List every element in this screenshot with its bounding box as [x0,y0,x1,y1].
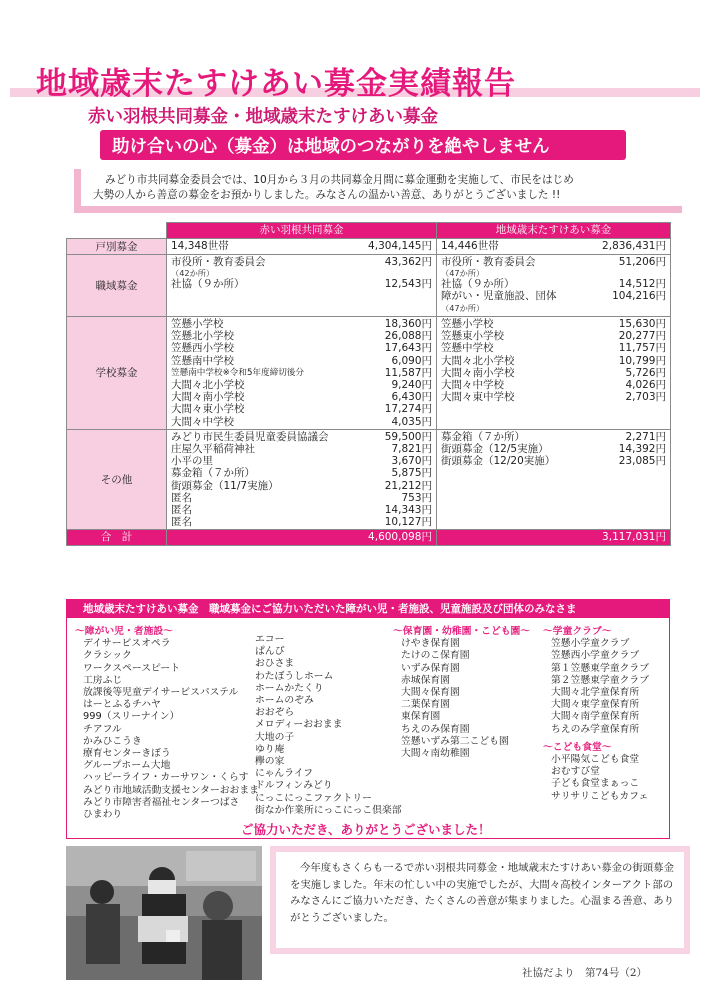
entry-row [441,379,666,391]
organization-name: 大間々南幼稚園 [401,748,470,760]
entry-name: 大間々北小学校 [441,354,515,367]
entry-row [441,278,666,290]
organization-name: デイサービスオペラ [83,638,171,650]
page-footer: 社協だより 第74号（2） [522,967,648,979]
entry-amount: 15,630円 [618,318,666,330]
entry-name: 大間々中学校 [441,379,504,392]
category-label: ～保育園・幼稚園・こども園～ [393,626,531,637]
entry-row [171,278,432,290]
column-nurseries [393,626,530,760]
organization-name: ホームかたくり [255,682,324,694]
total-chiiki: 3,117,031円 [437,530,671,546]
entry-name: 社協（９か所） [441,278,515,291]
row-label-kobetsu: 戸別募金 [67,239,167,255]
organization-name: 放課後等児童デイサービスパステル [83,687,239,699]
entry-row [441,391,666,403]
organization-name: ちえのみ保育園 [401,723,470,735]
organization-name: エコー [255,634,285,645]
entry-name: 大間々南小学校 [441,366,515,379]
entry-amount: 59,500円 [384,430,432,443]
cell-akai [167,239,437,255]
column-disabled-facilities [75,626,259,821]
entry-amount: 43,362円 [384,256,432,268]
entry-name: 募金箱（７か所） [171,467,255,480]
entry-amount: 4,026円 [625,379,666,392]
organization-name: 子ども食堂まぁっこ [551,778,640,790]
organization-name: 大間々北学童保育所 [551,687,640,699]
organization-name: たけのこ保育園 [401,650,470,662]
organization-name: クラシック [83,650,132,662]
entry-row [171,379,432,391]
organization-name: 二葉保育園 [401,699,450,711]
entry-row [171,240,432,252]
entry-amount: 21,212円 [384,479,432,492]
page-title: 地域歳末たすけあい募金実績報告 [36,66,516,102]
entry-row [171,431,432,443]
donation-table [66,222,671,546]
entry-amount: 18,360円 [384,318,432,330]
organization-name: 赤城保育園 [401,674,450,686]
entry-row [441,443,666,455]
total-akai: 4,600,098円 [167,530,437,546]
entry-row [171,480,432,492]
entry-name: 市役所・教育委員会 [171,256,266,268]
report-line: みなさんにご協力いただき、たくさんの善意が集まりました。心温まる善意、あり [290,895,675,907]
organization-name: ワークスペースピート [83,662,180,674]
header-akai: 赤い羽根共同募金 [167,223,437,239]
entry-amount: 17,643円 [384,342,432,355]
item-list [543,754,649,803]
entry-amount: 12,543円 [384,278,432,291]
entry-row [441,256,666,268]
entry-amount: 2,703円 [625,391,666,404]
entry-row [171,492,432,504]
organization-name: かみひこうき [83,735,142,747]
organization-name: 999（スリーナイン） [83,711,180,723]
cell-akai [167,317,437,430]
entry-name: 庄屋久平稲荷神社 [171,443,255,456]
entry-amount: 20,277円 [618,330,666,343]
entry-name: 笠懸東小学校 [441,330,504,343]
entry-name: 笠懸南中学校※令和5年度締切後分 [171,367,304,378]
entry-name: 14,348世帯 [171,240,229,252]
entry-amount: 7,821円 [391,443,432,456]
entry-row [441,318,666,330]
category-label: ～学童クラブ～ [543,626,612,637]
subtitle-2: 助け合いの心（募金）は地域のつながりを絶やしません [112,137,550,157]
cell-chiiki [437,317,671,430]
organization-name: メロディーおおまま [255,719,343,731]
entry-name: 笠懸中学校 [441,342,494,355]
item-list [75,638,259,821]
entry-name: みどり市民生委員児童委員協議会 [171,430,329,443]
entry-row [441,431,666,443]
cell-chiiki [437,429,671,530]
entry-name: 社協（９か所） [171,278,245,291]
category-label: ～障がい児・者施設～ [75,626,173,637]
entry-amount: 753円 [401,491,432,504]
organization-name: サリサリこどもカフェ [551,790,649,802]
entry-row [441,330,666,342]
report-line: 今年度もさくらも一るで赤い羽根共同募金・地域歳末たすけあい募金の街頭募金 [300,862,674,874]
entry-amount: 4,304,145円 [368,240,432,252]
entry-amount: 11,757円 [618,342,666,355]
cell-akai [167,255,437,317]
entry-row [441,290,666,302]
entry-name: 募金箱（７か所） [441,430,525,443]
entry-name: 笠懸南中学校 [171,354,234,367]
column-facilities-2 [255,634,402,817]
entry-name: 笠懸小学校 [441,318,494,330]
entry-row [171,367,432,379]
entry-row [171,391,432,403]
entry-row [171,504,432,516]
cell-chiiki [437,239,671,255]
row-label-shokuiki: 職域募金 [67,255,167,317]
entry-row [171,355,432,367]
title-area [10,58,700,100]
entry-amount: 2,836,431円 [602,240,666,252]
entry-row [171,403,432,415]
organization-name: ドルフィンみどり [255,780,333,792]
entry-name: 笠懸北小学校 [171,330,234,343]
organization-name: みどり市障害者福祉センターつばさ [83,796,240,808]
entry-amount: 17,274円 [384,403,432,416]
intro-box [74,169,682,213]
organization-name: おむすび堂 [551,766,600,778]
entry-amount: 26,088円 [384,330,432,343]
entry-amount: 2,271円 [625,430,666,443]
thanks-footer: ご協力いただき、ありがとうございました！ [241,822,491,837]
entry-name: 大間々東中学校 [441,391,515,404]
entry-name: 匿名 [171,504,192,517]
intro-line-2: 大勢の人から善意の募金をお預かりしました。みなさんの温かい善意、ありがとうございました !! [93,189,561,201]
entry-amount: 14,512円 [618,278,666,291]
entry-amount: 10,799円 [618,354,666,367]
entry-row [171,318,432,330]
entry-note: （42か所） [171,268,215,279]
entry-row [171,467,432,479]
entry-row [441,355,666,367]
entry-name: 匿名 [171,491,192,504]
entry-name: 大間々南小学校 [171,391,245,404]
row-label-sonota: その他 [67,429,167,530]
column-gakudo [543,626,649,803]
organization-name: けやき保育園 [401,638,460,650]
organization-name: 笠懸小学童クラブ [551,638,630,650]
entry-amount: 23,085円 [618,455,666,468]
entry-amount: 11,587円 [384,366,432,379]
entry-row [171,443,432,455]
entry-amount: 9,240円 [391,379,432,392]
organization-name: ちえのみ学童保育所 [551,723,640,735]
organization-name: 東保育園 [401,711,441,723]
organization-name: 笠懸いずみ第二こども園 [401,735,509,747]
header-blank [67,223,167,239]
organization-name: いずみ保育園 [401,662,460,674]
entry-amount: 6,430円 [391,391,432,404]
entry-name: 街頭募金（12/20実施） [441,455,556,468]
organization-name: 療育センターきぼう [83,748,171,760]
row-label-gakko: 学校募金 [67,317,167,430]
organization-name: 小平陽気こども食堂 [551,754,640,766]
organization-name: 大間々南学童保育所 [551,711,640,723]
entry-amount: 3,670円 [391,455,432,468]
entry-amount: 14,343円 [384,504,432,517]
organization-name: おひさま [255,658,295,670]
organization-name: 大間々東学童保育所 [551,699,640,711]
entry-amount: 5,726円 [625,366,666,379]
entry-amount: 10,127円 [384,516,432,529]
organization-name: 第２笠懸東学童クラブ [551,674,649,686]
organization-name: チアフル [83,723,122,735]
organization-name: ホームのぞみ [255,695,314,707]
entry-amount: 6,090円 [391,354,432,367]
entry-row [171,342,432,354]
organization-name: 欅の家 [255,756,285,768]
cell-akai [167,429,437,530]
entry-name: 笠懸西小学校 [171,342,234,355]
organization-name: 大間々保育園 [401,687,460,699]
entry-name: 笠懸小学校 [171,318,224,330]
organization-name: グループホーム大地 [83,760,171,772]
thanks-box [66,599,670,839]
organization-name: わたぼうしホーム [255,670,334,682]
organization-name: ハッピーライフ・カーサワン・くらす [83,772,249,784]
organization-name: ゆり庵 [255,743,285,755]
item-list [543,638,649,736]
entry-amount: 4,035円 [391,415,432,428]
entry-row [441,240,666,252]
organization-name: 街なか作業所にっこにっこ倶楽部 [255,804,402,816]
category-label: ～こども食堂～ [543,741,612,753]
entry-name: 街頭募金（12/5実施） [441,443,549,456]
organization-name: にっこにっこファクトリー [255,792,372,804]
entry-row [171,516,432,528]
entry-name: 大間々東小学校 [171,403,245,416]
entry-name: 大間々北小学校 [171,379,245,392]
organization-name: おおぞら [255,707,295,719]
cell-chiiki [437,255,671,317]
street-fundraising-photo [66,846,262,980]
entry-row [441,342,666,354]
report-line: がとうございました。 [290,911,394,924]
item-list [393,638,530,760]
entry-name: 街頭募金（11/7実施） [171,479,279,492]
entry-name: 障がい・児童施設、団体 [441,290,557,303]
organization-name: 笠懸西小学童クラブ [551,650,640,662]
total-label: 合 計 [67,530,167,546]
entry-row [171,455,432,467]
item-list [255,634,402,817]
entry-amount: 104,216円 [612,290,666,303]
header-chiiki: 地域歳末たすけあい募金 [437,223,671,239]
entry-row [171,330,432,342]
thanks-header: 地域歳末たすけあい募金 職域募金にご協力いただいた障がい児・者施設、児童施設及び団体のみなさま [67,600,669,618]
entry-amount: 14,392円 [618,443,666,456]
organization-name: 第１笠懸東学童クラブ [551,662,649,674]
organization-name: にゃんライフ [255,768,313,780]
entry-row [441,455,666,467]
entry-name: 匿名 [171,516,192,529]
organization-name: 工房ふじ [83,674,123,686]
report-line: を実施しました。年末の忙しい中の実施でしたが、大間々高校インターアクト部の [290,878,674,891]
entry-amount: 51,206円 [618,256,666,268]
entry-name: 大間々中学校 [171,415,234,428]
entry-name: 市役所・教育委員会 [441,256,536,268]
entry-name: 小平の里 [171,455,213,468]
entry-name: 14,446世帯 [441,240,499,252]
subtitle-1: 赤い羽根共同募金・地域歳末たすけあい募金 [88,107,438,127]
entry-row [171,416,432,428]
entry-row [441,367,666,379]
entry-note: （47か所） [441,268,485,279]
entry-row [171,256,432,268]
organization-name: ぱんぴ [255,646,285,658]
entry-note: （47か所） [441,302,485,313]
entry-amount: 5,875円 [391,467,432,480]
report-text-box [270,846,690,954]
intro-line-1: みどり市共同募金委員会では、10月から３月の共同募金月間に募金運動を実施して、市民をはじめ [105,174,574,186]
organization-name: 大地の子 [255,731,295,743]
organization-name: ひまわり [83,809,123,821]
organization-name: はーとふるチハヤ [83,699,161,711]
organization-name: みどり市地域活動支援センターおおまま [83,784,259,796]
